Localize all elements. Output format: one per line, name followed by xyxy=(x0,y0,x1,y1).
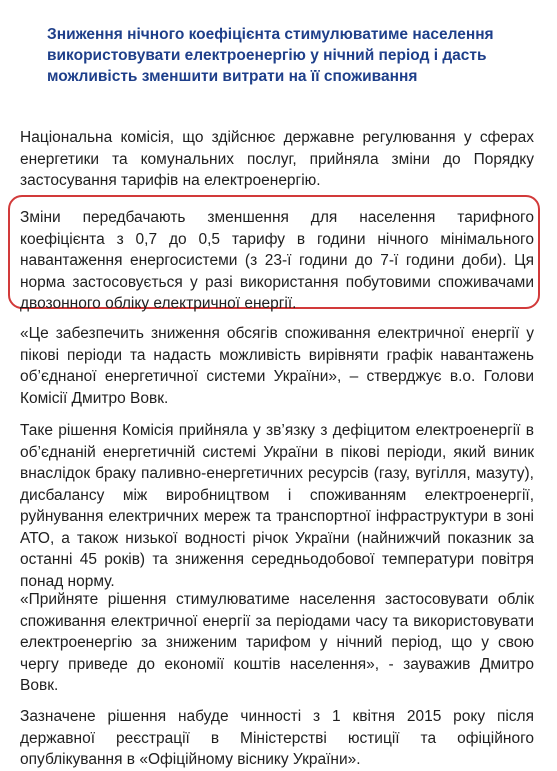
paragraph-quote-1: «Це забезпечить зниження обсягів споживання електричної енергії у пікові періоди та надасть можливість вирівняти графік навантажень об’єднаної енергетичної системи України», – стверджує в.о. Голови Комісії Дмитро Вовк. xyxy=(20,325,534,407)
paragraph-effective-date: Зазначене рішення набуде чинності з 1 квітня 2015 року після державної реєстрації в Міністерстві юстиції та офіційного опублікування в «Офіційному віснику України». xyxy=(20,708,534,768)
paragraph-intro: Національна комісія, що здійснює державне регулювання у сферах енергетики та комунальних послуг, прийняла зміни до Порядку застосування тарифів на електроенергію. xyxy=(20,129,534,189)
paragraph-quote-2: «Прийняте рішення стимулюватиме населення застосовувати облік споживання електричної енергії за періодами часу та використовувати електроенергію за зниженим тарифом у нічний період, що у свою чергу приведе до економії коштів населення», - зауважив Дмитро Вовк. xyxy=(20,591,534,694)
paragraph-highlighted: Зміни передбачають зменшення для населення тарифного коефіцієнта з 0,7 до 0,5 тарифу в години нічного мінімального навантаження енергосистеми (з 23-ї години до 7-ї години доби). Ця норма застосовується у разі використання побутовими споживачами двозонного обліку електричної енергії. xyxy=(20,209,534,312)
article-title: Зниження нічного коефіцієнта стимулюватиме населення використовувати електроенергію у нічний період і дасть можливість зменшити витрати на її споживання xyxy=(47,26,494,85)
paragraph-reasons: Таке рішення Комісія прийняла у зв’язку з дефіцитом електроенергії в об’єднаній енергетичній системі України в пікові періоди, який виник внаслідок браку паливно-енергетичних ресурсів (газу, вугілля, мазуту), дисбалансу між виробництвом і споживанням електроенергії, руйнування електричних мереж та транспортної інфраструктури в зоні АТО, а також низької водності річок України (найнижчий показник за останні 45 років) та зниження середньодобової температури повітря понад норму. xyxy=(20,422,534,590)
